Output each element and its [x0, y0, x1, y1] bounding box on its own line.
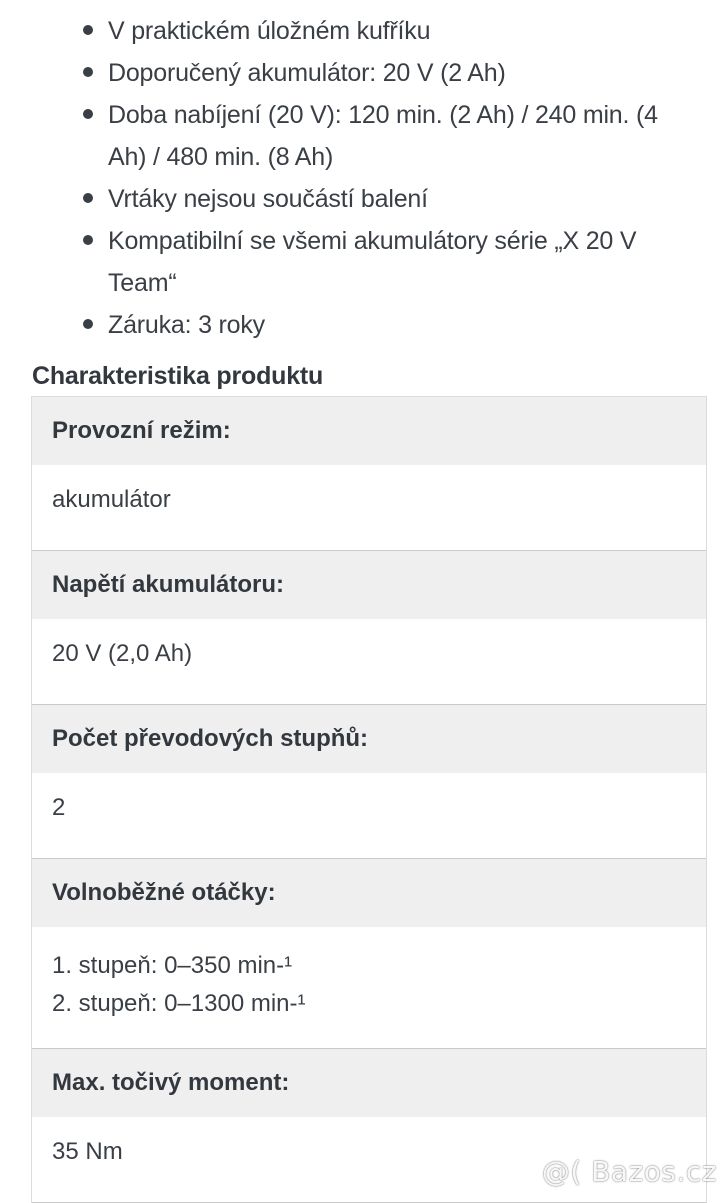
bullet-dot [83, 235, 93, 245]
feature-item [0, 10, 700, 52]
section-title: Charakteristika produktu [32, 362, 324, 390]
bullet-dot [83, 319, 93, 329]
spec-value-line: 2. stupeň: 0–1300 min-¹ [52, 990, 306, 1017]
feature-text: Záruka: 3 roky [108, 311, 265, 339]
spec-value: 35 Nm [32, 1117, 706, 1202]
bullet-dot [83, 25, 93, 35]
feature-item [0, 304, 700, 346]
spec-value: 2 [32, 773, 706, 858]
bullet-dot [83, 109, 93, 119]
spec-label: Max. točivý moment: [32, 1049, 706, 1117]
feature-item [0, 52, 700, 94]
feature-text: Doporučený akumulátor: 20 V (2 Ah) [108, 59, 506, 87]
spec-label: Provozní režim: [32, 397, 706, 465]
feature-item [0, 94, 700, 178]
spec-row-operating-mode [32, 397, 706, 551]
bullet-dot [83, 67, 93, 77]
spec-value-line: 1. stupeň: 0–350 min-¹ [52, 952, 293, 979]
spec-row-gear-count [32, 705, 706, 859]
spec-value: akumulátor [32, 465, 706, 550]
feature-item [0, 220, 700, 304]
spec-value: 20 V (2,0 Ah) [32, 619, 706, 704]
spec-label: Počet převodových stupňů: [32, 705, 706, 773]
spec-table [31, 396, 707, 1203]
spec-row-idle-speed [32, 859, 706, 1049]
feature-item [0, 178, 700, 220]
bullet-dot [83, 193, 93, 203]
spec-label: Napětí akumulátoru: [32, 551, 706, 619]
feature-text: Vrtáky nejsou součástí balení [108, 185, 428, 213]
feature-list [0, 10, 700, 346]
spec-value [32, 927, 706, 1048]
bazos-watermark: @( Bazos.cz [541, 1155, 717, 1188]
feature-text: Kompatibilní se všemi akumulátory série „X 20 V Team“ [108, 227, 637, 297]
feature-text: Doba nabíjení (20 V): 120 min. (2 Ah) / 240 min. (4 Ah) / 480 min. (8 Ah) [108, 101, 658, 171]
spec-row-battery-voltage [32, 551, 706, 705]
feature-text: V praktickém úložném kufříku [108, 17, 431, 45]
spec-label: Volnoběžné otáčky: [32, 859, 706, 927]
